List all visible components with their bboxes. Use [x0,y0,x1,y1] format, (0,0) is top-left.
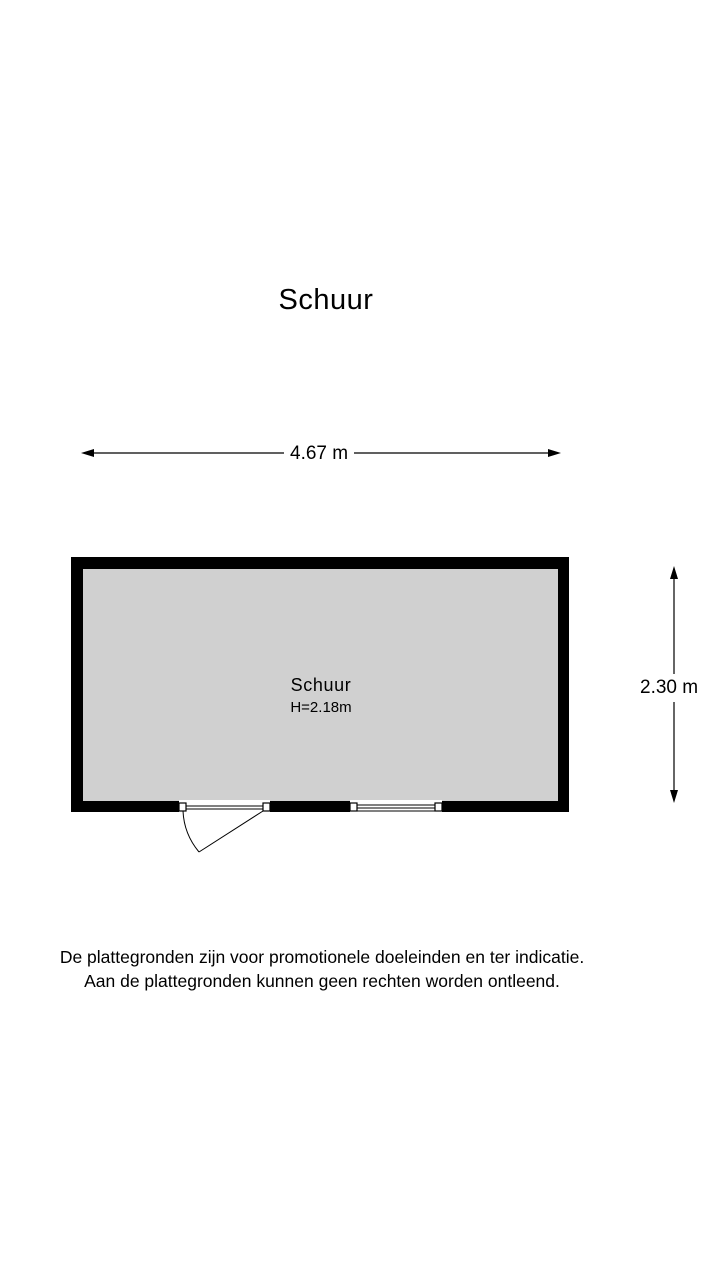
width-dimension-label: 4.67 m [284,442,354,466]
window [350,800,442,813]
door [179,800,270,852]
height-dimension-label: 2.30 m [636,674,702,702]
room-name: Schuur [290,675,352,695]
arrow-left-icon [81,449,94,457]
arrow-right-icon [548,449,561,457]
room-height: H=2.18m [290,699,352,716]
disclaimer-line-1: De plattegronden zijn voor promotionele doeleinden en ter indicatie. [59,947,585,967]
disclaimer-line-2: Aan de plattegronden kunnen geen rechten worden ontleend. [84,971,560,991]
disclaimer [0,945,644,993]
page-title: Schuur [278,284,374,316]
arrow-up-icon [670,566,678,579]
arrow-down-icon [670,790,678,803]
